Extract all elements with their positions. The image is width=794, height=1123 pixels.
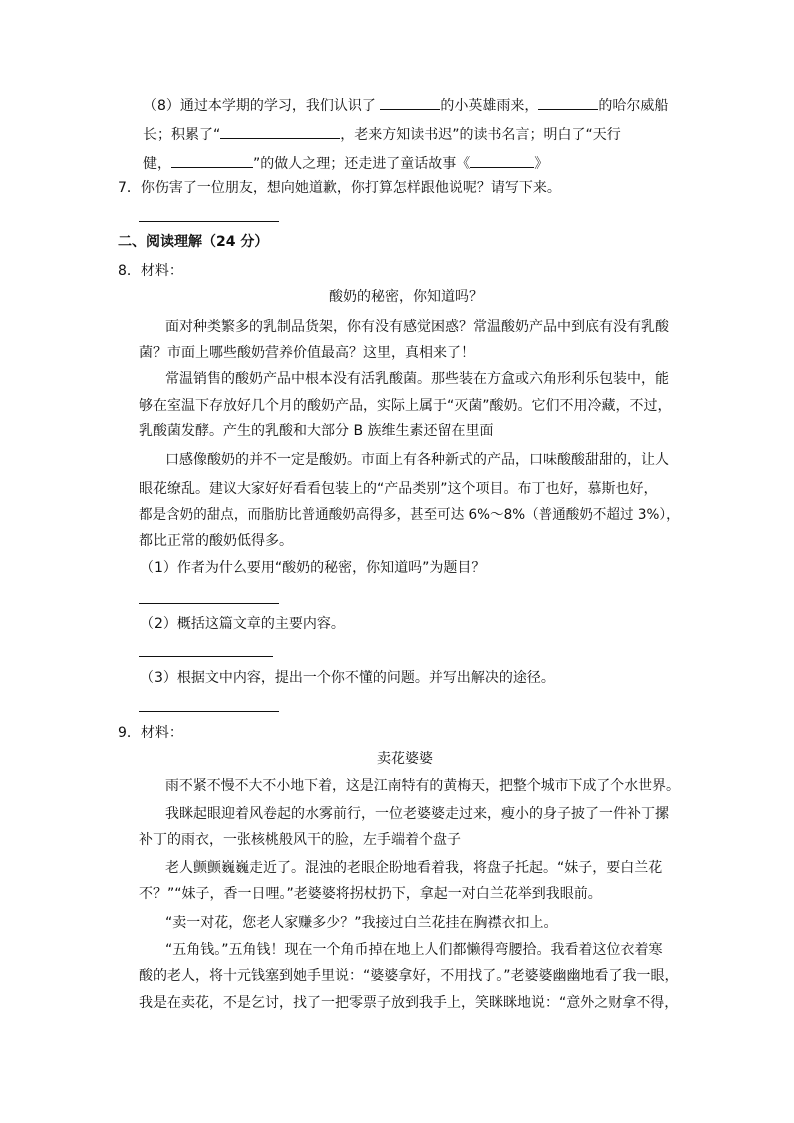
- q7-text: 7．你伤害了一位朋友，想向她道歉，你打算怎样跟他说呢？请写下来。: [118, 180, 561, 196]
- q9-paragraph: 酸的老人，将十元钱塞到她手里说：“婆婆拿好，不用找了。”老婆婆幽幽地看了我一眼，: [139, 968, 679, 984]
- q7-answer-line[interactable]: [139, 221, 279, 222]
- q8-article-title: 酸奶的秘密，你知道吗？: [329, 289, 483, 305]
- q9-paragraph: 老人颤颤巍巍走近了。混浊的老眼企盼地看着我，将盘子托起。“妹子，要白兰花: [165, 860, 663, 876]
- q9-paragraph: “五角钱。”五角钱！现在一个角币掉在地上人们都懒得弯腰拾。我看着这位衣着寒: [165, 942, 663, 958]
- q8-paragraph: 菌？市面上哪些酸奶营养价值最高？这里，真相来了！: [139, 345, 475, 361]
- q6-8-line3: 健， ”的做人之理；还走进了童话故事《 》: [143, 153, 548, 174]
- q9-paragraph: 补丁的雨衣，一张核桃般风干的脸，左手端着个盘子: [139, 832, 461, 848]
- answer-blank[interactable]: [171, 153, 253, 168]
- answer-blank[interactable]: [380, 95, 440, 110]
- q8-paragraph: 都比正常的酸奶低得多。: [139, 533, 293, 549]
- q9-paragraph: “卖一对花，您老人家赚多少？”我接过白兰花挂在胸襟衣扣上。: [165, 915, 558, 931]
- q8-label: 8．材料：: [118, 263, 183, 279]
- answer-blank[interactable]: [220, 124, 340, 139]
- q8-paragraph: 常温销售的酸奶产品中根本没有活乳酸菌。那些装在方盒或六角形利乐包装中，能: [165, 371, 669, 387]
- q8-sub-question-3: （3）根据文中内容，提出一个你不懂的问题。并写出解决的途径。: [140, 670, 555, 686]
- q9-paragraph: 雨不紧不慢不大不小地下着，这是江南特有的黄梅天，把整个城市下成了个水世界。: [165, 778, 680, 794]
- section-heading: 二、阅读理解（24 分）: [118, 234, 269, 250]
- answer-blank[interactable]: [538, 95, 598, 110]
- q8-paragraph: 都是含奶的甜点，而脂肪比普通酸奶高得多，甚至可达 6%～8%（普通酸奶不超过 3%），: [139, 507, 680, 523]
- q8-paragraph: 乳酸菌发酵。产生的乳酸和大部分 B 族维生素还留在里面: [139, 423, 494, 439]
- q6-8-line2: 长；积累了“ ，老来方知读书迟”的读书名言；明白了“天行: [143, 124, 621, 145]
- q9-paragraph: 我眯起眼迎着风卷起的水雾前行，一位老婆婆走过来，瘦小的身子披了一件补丁摞: [165, 806, 669, 822]
- q9-article-title: 卖花婆婆: [377, 751, 433, 767]
- q8-sub-question-1: （1）作者为什么要用“酸奶的秘密，你知道吗”为题目？: [140, 560, 486, 576]
- q8-paragraph: 口感像酸奶的并不一定是酸奶。市面上有各种新式的产品，口味酸酸甜甜的，让人: [165, 452, 669, 468]
- q8-sub-question-2: （2）概括这篇文章的主要内容。: [140, 616, 345, 632]
- q8-2-answer-line[interactable]: [139, 656, 273, 657]
- q9-label: 9．材料：: [118, 725, 183, 741]
- q6-8-line1: （8）通过本学期的学习，我们认识了 的小英雄雨来， 的哈尔威船: [143, 95, 668, 116]
- q8-3-answer-line[interactable]: [139, 711, 279, 712]
- q9-paragraph: 我是在卖花，不是乞讨，找了一把零票子放到我手上，笑眯眯地说：“意外之财拿不得，: [139, 995, 679, 1011]
- q8-paragraph: 面对种类繁多的乳制品货架，你有没有感觉困惑？常温酸奶产品中到底有没有乳酸: [165, 319, 669, 335]
- q9-paragraph: 不？”“妹子，香一日哩。”老婆婆将拐杖扔下，拿起一对白兰花举到我眼前。: [139, 886, 602, 902]
- q8-paragraph: 够在室温下存放好几个月的酸奶产品，实际上属于“灭菌”酸奶。它们不用冷藏，不过，: [139, 398, 672, 414]
- q8-paragraph: 眼花缭乱。建议大家好好看看包装上的“产品类别”这个项目。布丁也好，慕斯也好，: [139, 481, 658, 497]
- answer-blank[interactable]: [470, 153, 534, 168]
- q8-1-answer-line[interactable]: [139, 603, 279, 604]
